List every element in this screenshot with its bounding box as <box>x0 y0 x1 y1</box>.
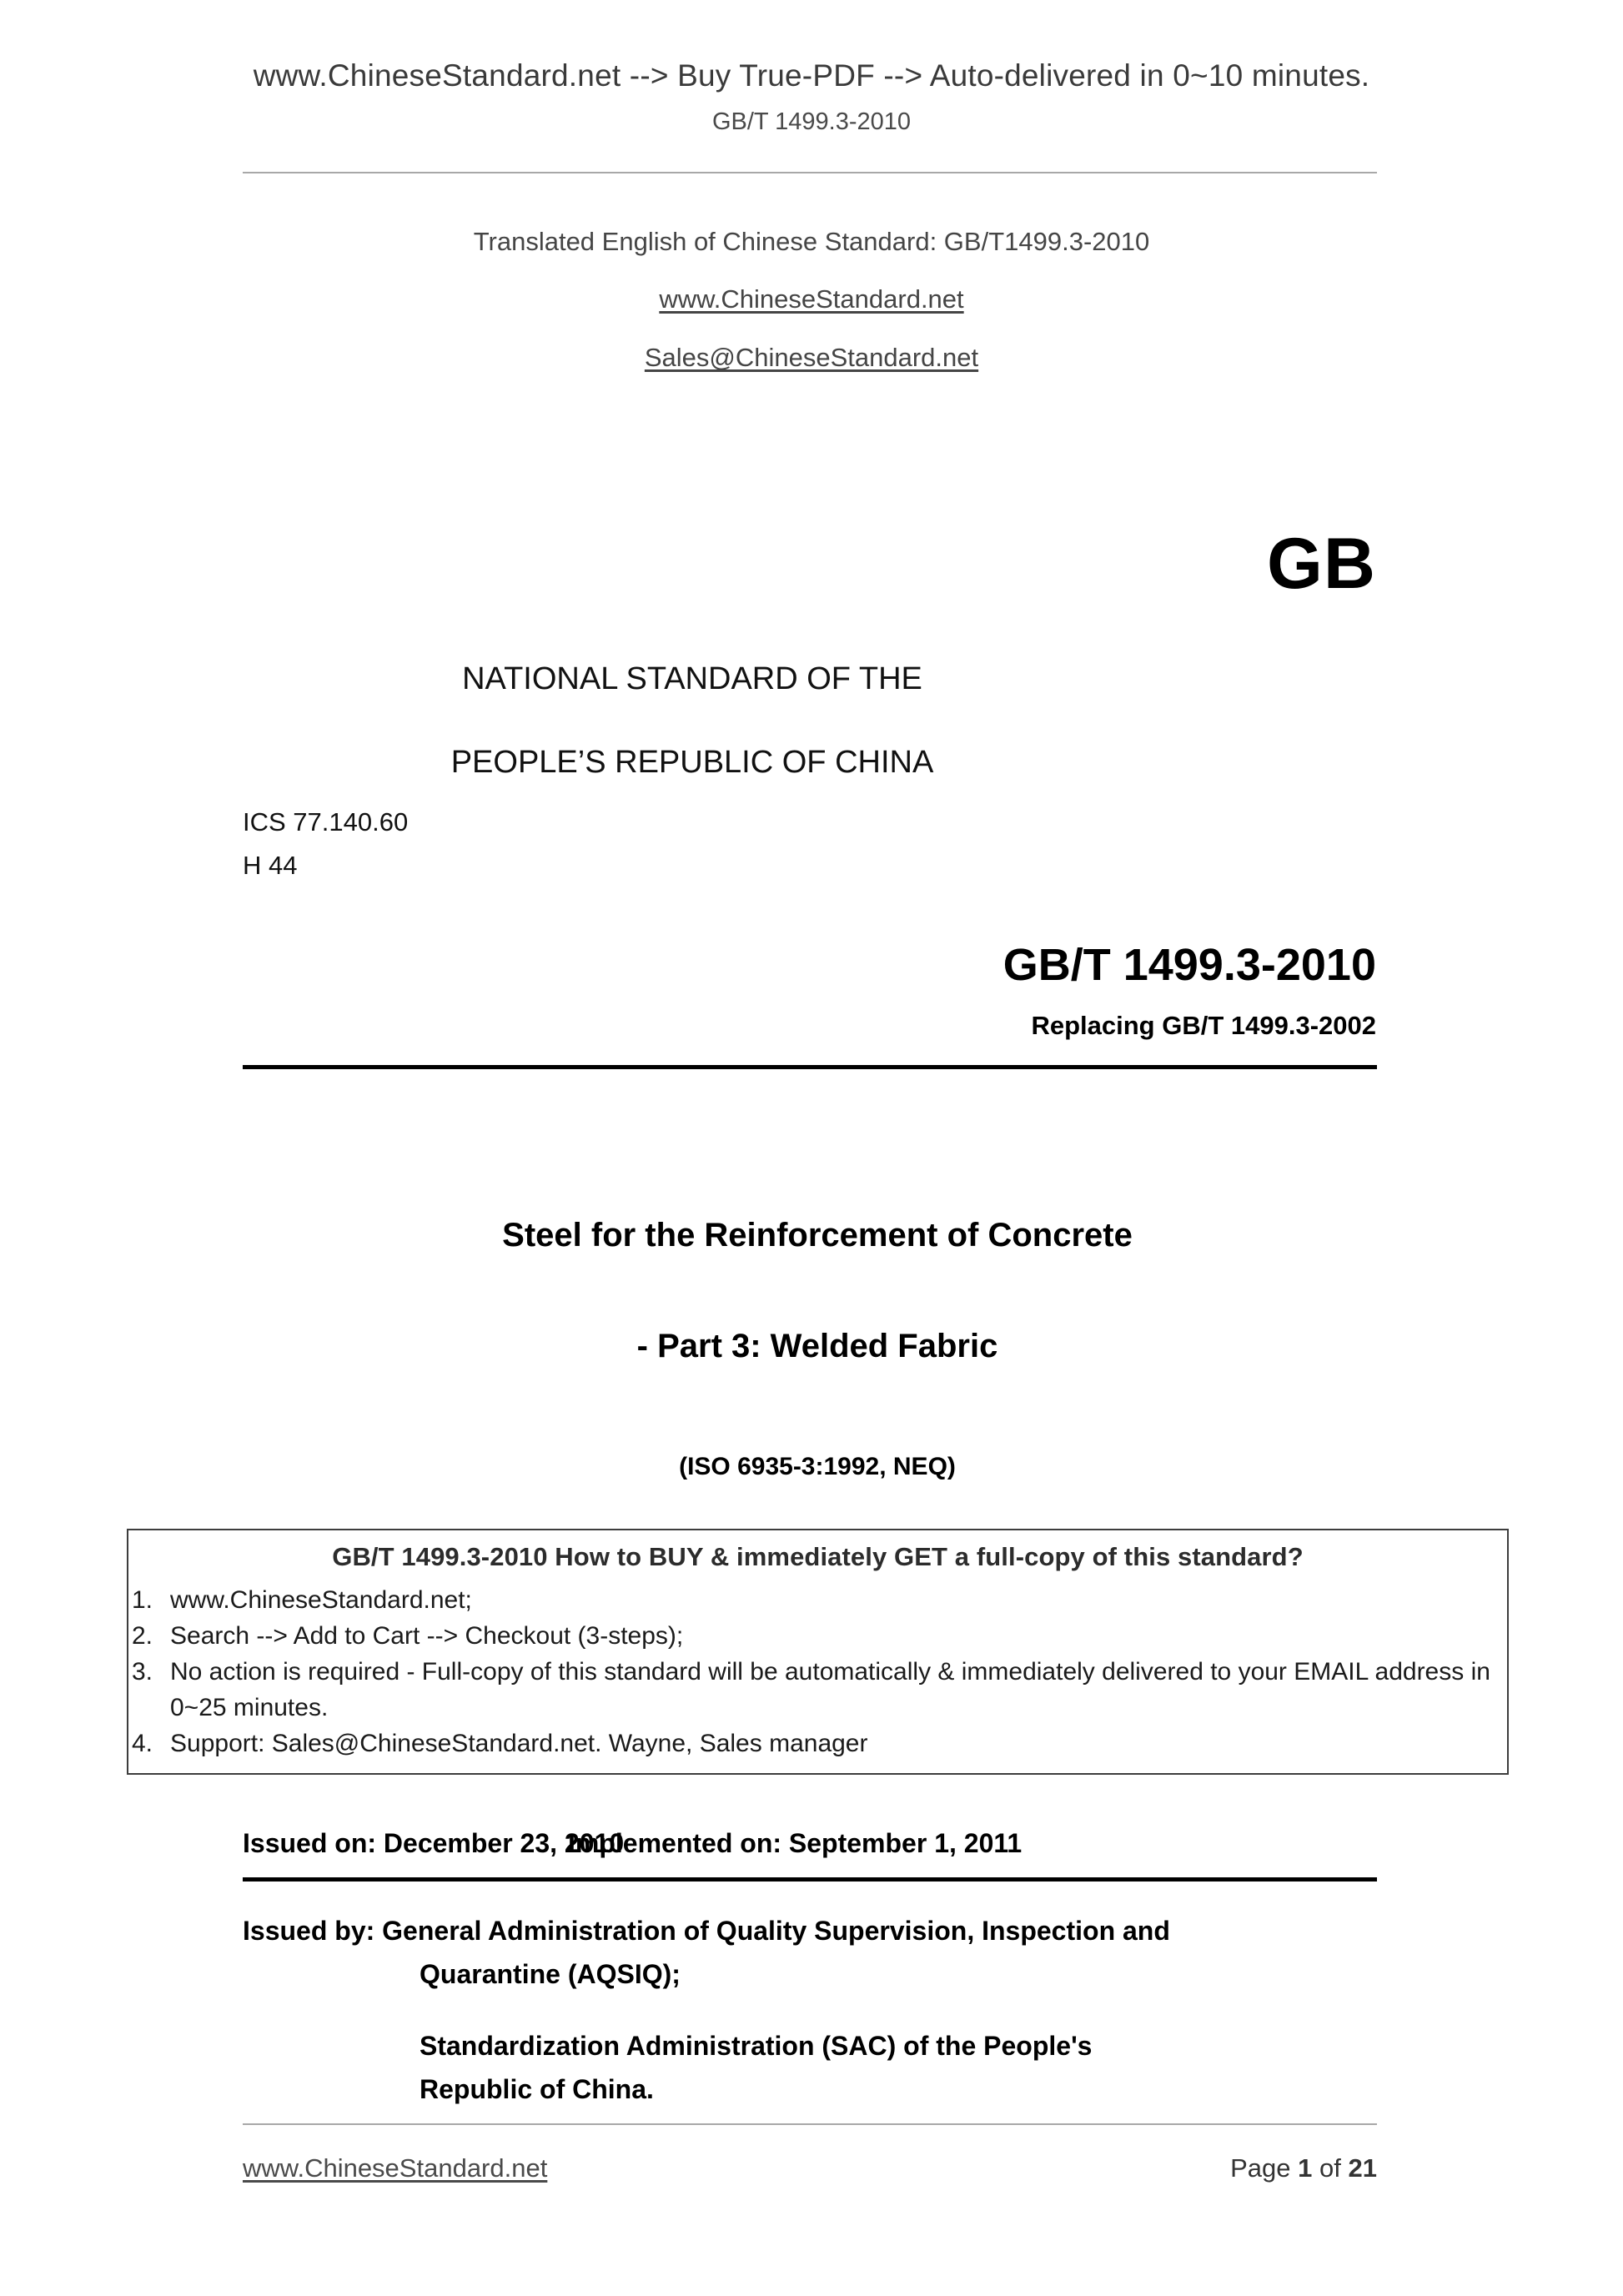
standard-replacing: Replacing GB/T 1499.3-2002 <box>1031 1011 1376 1040</box>
footer-website-link[interactable]: www.ChineseStandard.net <box>243 2153 548 2183</box>
gb-logo: GB <box>1267 524 1376 604</box>
page-subtitle-part: - Part 3: Welded Fabric <box>636 1328 998 1364</box>
national-standard-line-2: PEOPLE’S REPUBLIC OF CHINA <box>450 745 934 780</box>
issued-on-date: Issued on: December 23, 2010 <box>243 1828 625 1858</box>
national-standard-line-1: NATIONAL STANDARD OF THE <box>462 661 922 696</box>
header-divider <box>243 172 1377 173</box>
list-item-number: 2. <box>132 1622 153 1650</box>
list-item <box>128 1618 1507 1654</box>
issued-by-sac-block <box>243 2024 1377 2111</box>
email-link-row <box>0 343 1623 373</box>
ccs-code: H 44 <box>243 851 298 880</box>
list-item-number: 1. <box>132 1586 153 1614</box>
standard-number: GB/T 1499.3-2010 <box>1002 940 1376 990</box>
issued-by-word: People's <box>983 2031 1093 2061</box>
list-item <box>128 1726 1507 1761</box>
issued-by-word: the <box>936 2031 977 2061</box>
footer-page-label: Page <box>1230 2153 1291 2183</box>
list-item-number: 3. <box>132 1658 153 1686</box>
footer-page-current: 1 <box>1298 2153 1313 2183</box>
email-link[interactable]: Sales@ChineseStandard.net <box>644 343 979 372</box>
issued-by-line-3 <box>420 2024 1377 2067</box>
issued-by-word: (SAC) <box>822 2031 897 2061</box>
list-item-text: Search --> Add to Cart --> Checkout (3-steps); <box>170 1622 684 1650</box>
footer-website-row <box>243 2153 547 2183</box>
header-standard-code: GB/T 1499.3-2010 <box>711 108 912 135</box>
issued-by-line-4: Republic of China. <box>420 2074 654 2104</box>
iso-reference: (ISO 6935-3:1992, NEQ) <box>679 1453 956 1480</box>
ics-code: ICS 77.140.60 <box>243 807 409 837</box>
issued-by-word: Administration <box>626 2031 815 2061</box>
footer-page-total: 21 <box>1348 2153 1377 2183</box>
how-to-buy-box <box>127 1529 1509 1775</box>
issue-dates-divider <box>243 1877 1377 1882</box>
translated-standard-line: Translated English of Chinese Standard: GB/T1499.3-2010 <box>473 227 1150 256</box>
list-item-number: 4. <box>132 1730 153 1757</box>
how-to-buy-heading: GB/T 1499.3-2010 How to BUY & immediately GET a full-copy of this standard? <box>332 1542 1304 1571</box>
standard-number-divider <box>243 1065 1377 1069</box>
issued-by-word: Standardization <box>420 2031 621 2061</box>
issued-by-line-2: Quarantine (AQSIQ); <box>420 1959 681 1989</box>
list-item-text: Support: Sales@ChineseStandard.net. Wayne, Sales manager <box>170 1730 868 1757</box>
list-item <box>128 1654 1507 1726</box>
implemented-on-date: Implemented on: September 1, 2011 <box>568 1828 1023 1858</box>
footer-page-number <box>792 2153 1377 2183</box>
list-item <box>128 1582 1507 1618</box>
list-item-text: www.ChineseStandard.net; <box>170 1586 472 1614</box>
issued-by-word: of <box>903 2031 929 2061</box>
issued-by-line-1: Issued by: General Administration of Quality Supervision, Inspection and <box>243 1916 1170 1946</box>
footer-page-of: of <box>1319 2153 1341 2183</box>
issued-by-block <box>243 1909 1377 2111</box>
footer-divider <box>243 2123 1377 2125</box>
website-link[interactable]: www.ChineseStandard.net <box>659 284 964 314</box>
website-link-row <box>0 284 1623 314</box>
header-promo-text: www.ChineseStandard.net --> Buy True-PDF --> Auto-delivered in 0~10 minutes. <box>253 58 1370 93</box>
page-title: Steel for the Reinforcement of Concrete <box>502 1217 1133 1254</box>
how-to-buy-list <box>128 1582 1507 1761</box>
list-item-text: No action is required - Full-copy of this standard will be automatically & immediately delivered to your EMAIL address in 0~25 minutes. <box>170 1658 1490 1721</box>
